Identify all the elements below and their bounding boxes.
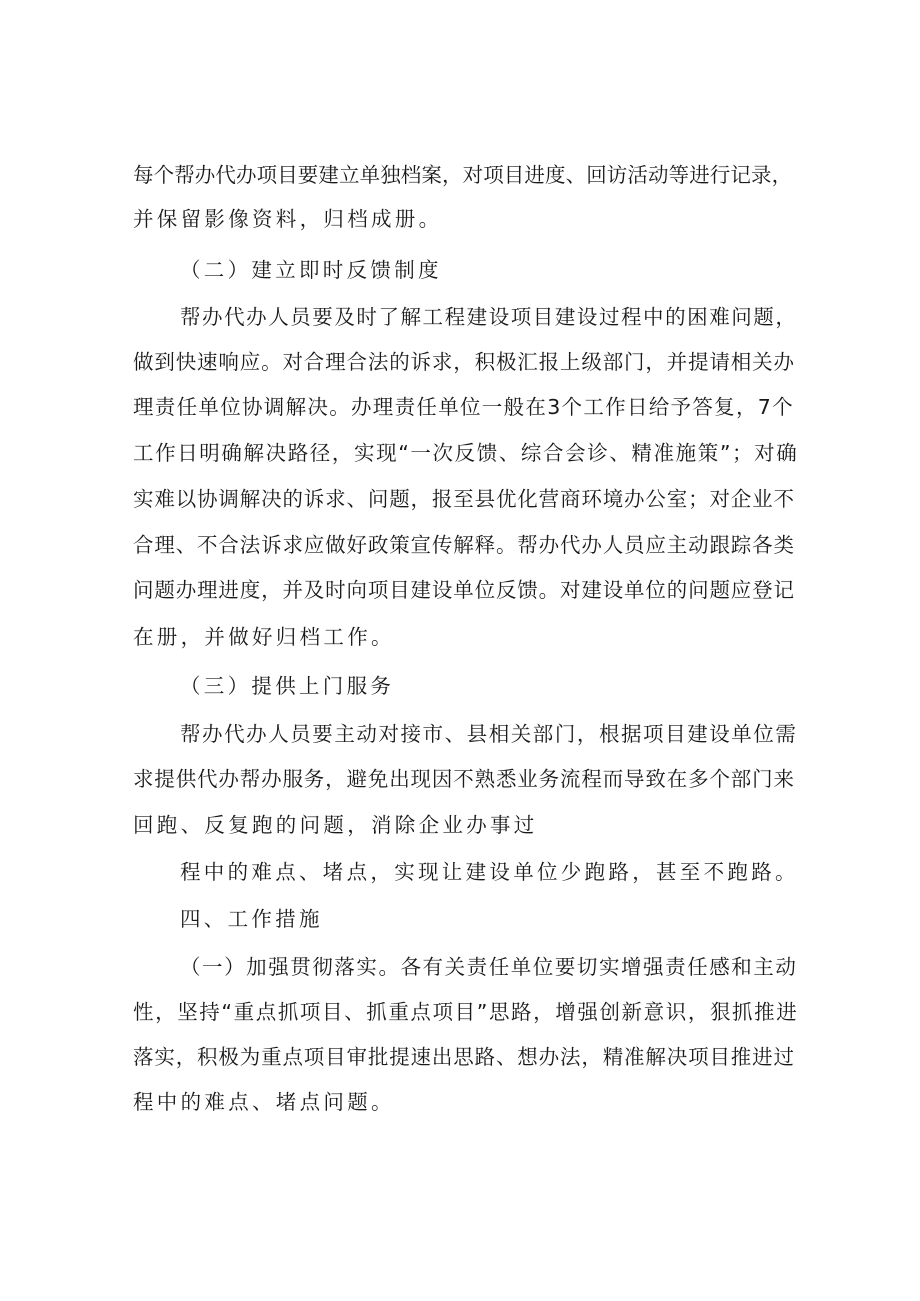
text-line: 性，坚持“重点抓项目、抓重点项目”思路，增强创新意识，狠抓推进 xyxy=(133,1000,799,1024)
text-line: 程中的难点、堵点问题。 xyxy=(133,1090,395,1114)
text-line: 问题办理进度，并及时向项目建设单位反馈。对建设单位的问题应登记 xyxy=(133,578,795,602)
text-line: 每个帮办代办项目要建立单独档案，对项目进度、回访活动等进行记录， xyxy=(133,163,793,187)
text-line: 程中的难点、堵点，实现让建设单位少跑路，甚至不跑路。 xyxy=(180,860,799,884)
text-line: 做到快速响应。对合理合法的诉求，积极汇报上级部门，并提请相关办 xyxy=(133,350,795,374)
text-line: 合理、不合法诉求应做好政策宣传解释。帮办代办人员应主动跟踪各类 xyxy=(133,533,795,557)
text-line: 实难以协调解决的诉求、问题，报至县优化营商环境办公室；对企业不 xyxy=(133,487,795,511)
text-line: 回跑、反复跑的问题，消除企业办事过 xyxy=(133,813,538,837)
text-line: 工作日明确解决路径，实现“一次反馈、综合会诊、精准施策”；对确 xyxy=(133,441,799,465)
section-heading: （三）提供上门服务 xyxy=(180,674,395,698)
text-line: 帮办代办人员要及时了解工程建设项目建设过程中的困难问题， xyxy=(180,305,798,329)
text-line: 并保留影像资料，归档成册。 xyxy=(133,207,443,231)
section-heading: 四、工作措施 xyxy=(180,907,323,931)
text-line: 在册，并做好归档工作。 xyxy=(133,625,395,649)
text-line: 帮办代办人员要主动对接市、县相关部门，根据项目建设单位需 xyxy=(180,722,798,746)
text-line: （一）加强贯彻落实。各有关责任单位要切实增强责任感和主动 xyxy=(180,955,798,979)
text-line: 落实，积极为重点项目审批提速出思路、想办法，精准解决项目推进过 xyxy=(133,1045,795,1069)
text-line: 求提供代办帮办服务，避免出现因不熟悉业务流程而导致在多个部门来 xyxy=(133,767,795,791)
text-line: 理责任单位协调解决。办理责任单位一般在3个工作日给予答复，7个 xyxy=(133,395,794,419)
section-heading: （二）建立即时反馈制度 xyxy=(180,258,442,282)
